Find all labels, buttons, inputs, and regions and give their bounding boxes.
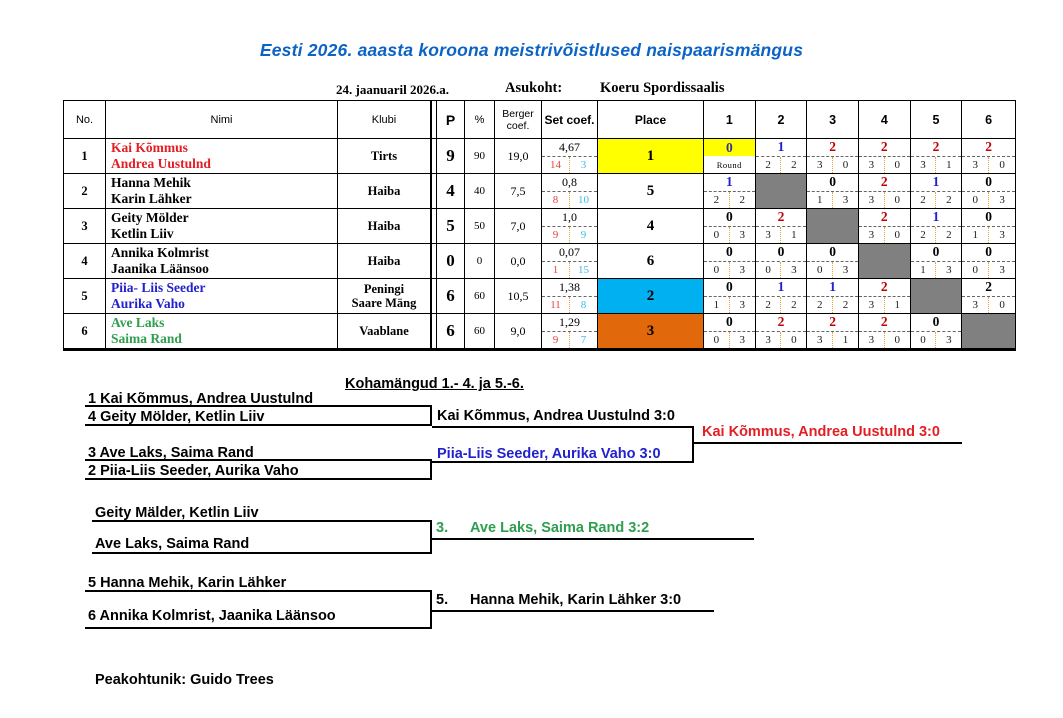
place-cell: 1 — [598, 139, 704, 173]
player-2: Karin Lähker — [111, 191, 192, 206]
header-no: No. — [64, 101, 106, 138]
matrix-cell: 1 2 2 — [756, 279, 808, 313]
table-header-row — [64, 101, 1015, 138]
location-label: Asukoht: — [505, 80, 563, 96]
header-round-6: 6 — [985, 112, 993, 127]
sf1-winner: Kai Kõmmus, Andrea Uustulnd 3:0 — [437, 408, 675, 424]
pair-names — [106, 279, 338, 313]
club: Tirts — [338, 139, 431, 173]
header-round-2: 2 — [756, 101, 808, 138]
sf1-team2: 4 Geity Mölder, Ketlin Liiv — [88, 409, 265, 425]
fifth-winner-underline — [432, 610, 714, 612]
table-row — [64, 138, 1015, 173]
berger-coef: 19,0 — [495, 139, 542, 173]
diagonal-cell — [859, 244, 911, 278]
sf2-winner: Piia-Liis Seeder, Aurika Vaho 3:0 — [437, 446, 661, 462]
matrix-cell: 1 2 2 — [911, 209, 963, 243]
club: Vaablane — [338, 314, 431, 348]
percent: 50 — [465, 209, 495, 243]
set-coef: 1,0 9 9 — [542, 209, 598, 243]
player-1: Geity Mölder — [111, 209, 189, 225]
fifth-winner: 5. Hanna Mehik, Karin Lähker 3:0 — [436, 592, 682, 608]
table-row — [64, 278, 1015, 313]
final-winner-underline — [694, 442, 962, 444]
row-number: 5 — [64, 279, 106, 313]
table-row — [64, 208, 1015, 243]
matrix-cell: 0 0 3 — [911, 314, 963, 348]
place-cell: 2 — [598, 279, 704, 313]
club: Haiba — [338, 174, 431, 208]
matrix-cell: 1 2 2 — [756, 139, 808, 173]
page-title: Eesti 2026. aaasta koroona meistrivõistlused naispaarismängus — [259, 40, 804, 60]
place-cell: 5 — [598, 174, 704, 208]
matrix-cell: 1 2 2 — [807, 279, 859, 313]
matrix-cell: 2 3 0 — [859, 139, 911, 173]
header-name: Nimi — [106, 101, 338, 138]
third-winner-underline — [432, 538, 754, 540]
row-number: 1 — [64, 139, 106, 173]
table-row — [64, 173, 1015, 208]
points: 4 — [437, 174, 465, 208]
sf2-team2: 2 Piia-Liis Seeder, Aurika Vaho — [88, 463, 299, 479]
club: Peningi Saare Mäng — [338, 279, 431, 313]
percent: 0 — [465, 244, 495, 278]
set-coef: 4,67 14 3 — [542, 139, 598, 173]
matrix-cell: 0 0 3 — [704, 244, 756, 278]
player-1: Piia- Liis Seeder — [111, 279, 206, 295]
third-winner: 3. Ave Laks, Saima Rand 3:2 — [436, 520, 650, 536]
table-row — [64, 313, 1015, 348]
player-1: Kai Kõmmus — [111, 139, 188, 155]
place-cell: 3 — [598, 314, 704, 348]
pair-names — [106, 244, 338, 278]
diagonal-cell — [962, 314, 1015, 348]
header-round-4: 4 — [859, 101, 911, 138]
diagonal-cell — [756, 174, 808, 208]
points: 6 — [437, 314, 465, 348]
berger-coef: 7,5 — [495, 174, 542, 208]
club: Haiba — [338, 244, 431, 278]
matrix-cell: 0 1 3 — [704, 279, 756, 313]
final-winner: Kai Kõmmus, Andrea Uustulnd 3:0 — [702, 424, 940, 440]
matrix-cell: 2 3 0 — [859, 209, 911, 243]
place-cell: 4 — [598, 209, 704, 243]
matrix-cell: 2 3 1 — [807, 314, 859, 348]
set-coef: 1,38 11 8 — [542, 279, 598, 313]
header-place: Place — [598, 101, 704, 138]
third-team2: Ave Laks, Saima Rand — [95, 536, 250, 552]
third-place-number: 3. — [436, 520, 449, 536]
matrix-cell: 0 0 3 — [807, 244, 859, 278]
player-1: Annika Kolmrist — [111, 244, 209, 260]
player-1: Hanna Mehik — [111, 174, 191, 190]
points: 6 — [437, 279, 465, 313]
percent: 40 — [465, 174, 495, 208]
percent: 60 — [465, 314, 495, 348]
fifth-place-number: 5. — [436, 592, 449, 608]
club: Haiba — [338, 209, 431, 243]
points: 5 — [437, 209, 465, 243]
pair-names — [106, 209, 338, 243]
matrix-cell: 2 3 0 — [807, 139, 859, 173]
matrix-cell: 0 1 3 — [911, 244, 963, 278]
header-round-5: 5 — [911, 101, 963, 138]
matrix-cell: 0 1 3 — [962, 209, 1015, 243]
row-number: 2 — [64, 174, 106, 208]
berger-coef: 9,0 — [495, 314, 542, 348]
pair-names — [106, 174, 338, 208]
matrix-cell: 0 0 3 — [756, 244, 808, 278]
pair-names — [106, 314, 338, 348]
place-cell: 6 — [598, 244, 704, 278]
set-coef: 0,07 1 15 — [542, 244, 598, 278]
bracket-heading: Kohamängud 1.- 4. ja 5.-6. — [345, 376, 524, 392]
referee-line: Peakohtunik: Guido Trees — [95, 672, 274, 688]
set-coef: 1,29 9 7 — [542, 314, 598, 348]
event-date: 24. jaanuaril 2026.a. — [336, 82, 450, 97]
matrix-cell-self: 0 Round — [704, 139, 756, 173]
percent: 60 — [465, 279, 495, 313]
points: 9 — [437, 139, 465, 173]
third-team1: Geity Mälder, Ketlin Liiv — [95, 505, 259, 521]
pair-names — [106, 139, 338, 173]
diagonal-cell — [807, 209, 859, 243]
player-1: Ave Laks — [111, 314, 165, 330]
sf2-team1: 3 Ave Laks, Saima Rand — [88, 445, 254, 461]
matrix-cell: 2 3 0 — [962, 139, 1015, 173]
matrix-cell: 2 3 0 — [859, 314, 911, 348]
matrix-cell: 2 3 0 — [859, 174, 911, 208]
matrix-cell: 0 0 3 — [962, 174, 1015, 208]
points: 0 — [437, 244, 465, 278]
fifth-team1: 5 Hanna Mehik, Karin Lähker — [88, 575, 287, 591]
header-points: P — [437, 101, 465, 138]
set-coef: 0,8 8 10 — [542, 174, 598, 208]
matrix-cell: 0 0 3 — [704, 314, 756, 348]
matrix-cell: 1 2 2 — [704, 174, 756, 208]
location-value: Koeru Spordissaalis — [600, 80, 725, 96]
player-2: Aurika Vaho — [111, 296, 185, 311]
berger-coef: 7,0 — [495, 209, 542, 243]
player-2: Jaanika Läänsoo — [111, 261, 209, 276]
matrix-cell: 0 0 3 — [704, 209, 756, 243]
row-number: 3 — [64, 209, 106, 243]
results-table — [63, 100, 1016, 351]
matrix-cell: 2 3 1 — [859, 279, 911, 313]
matrix-cell: 2 3 1 — [911, 139, 963, 173]
player-2: Andrea Uustulnd — [111, 156, 211, 171]
matrix-cell: 2 3 0 — [756, 314, 808, 348]
matrix-cell: 0 1 3 — [807, 174, 859, 208]
player-2: Ketlin Liiv — [111, 226, 174, 241]
matrix-cell: 2 3 1 — [756, 209, 808, 243]
matrix-cell: 1 2 2 — [911, 174, 963, 208]
row-number: 6 — [64, 314, 106, 348]
table-row — [64, 243, 1015, 278]
round-label: Round — [716, 159, 742, 170]
berger-coef: 0,0 — [495, 244, 542, 278]
header-round-1: 1 — [704, 101, 756, 138]
percent: 90 — [465, 139, 495, 173]
diagonal-cell — [911, 279, 963, 313]
player-2: Saima Rand — [111, 331, 182, 346]
row-number: 4 — [64, 244, 106, 278]
matrix-cell: 2 3 0 — [962, 279, 1015, 313]
header-set-coef: Set coef. — [542, 101, 598, 138]
header-berger: Berger coef. — [495, 101, 542, 138]
berger-coef: 10,5 — [495, 279, 542, 313]
header-round-3: 3 — [807, 101, 859, 138]
sf1-team1: 1 Kai Kõmmus, Andrea Uustulnd — [88, 391, 314, 407]
header-percent: % — [465, 101, 495, 138]
matrix-cell: 0 0 3 — [962, 244, 1015, 278]
fifth-team2: 6 Annika Kolmrist, Jaanika Läänsoo — [88, 608, 336, 624]
header-club: Klubi — [338, 101, 431, 138]
meta-line — [0, 80, 1063, 100]
